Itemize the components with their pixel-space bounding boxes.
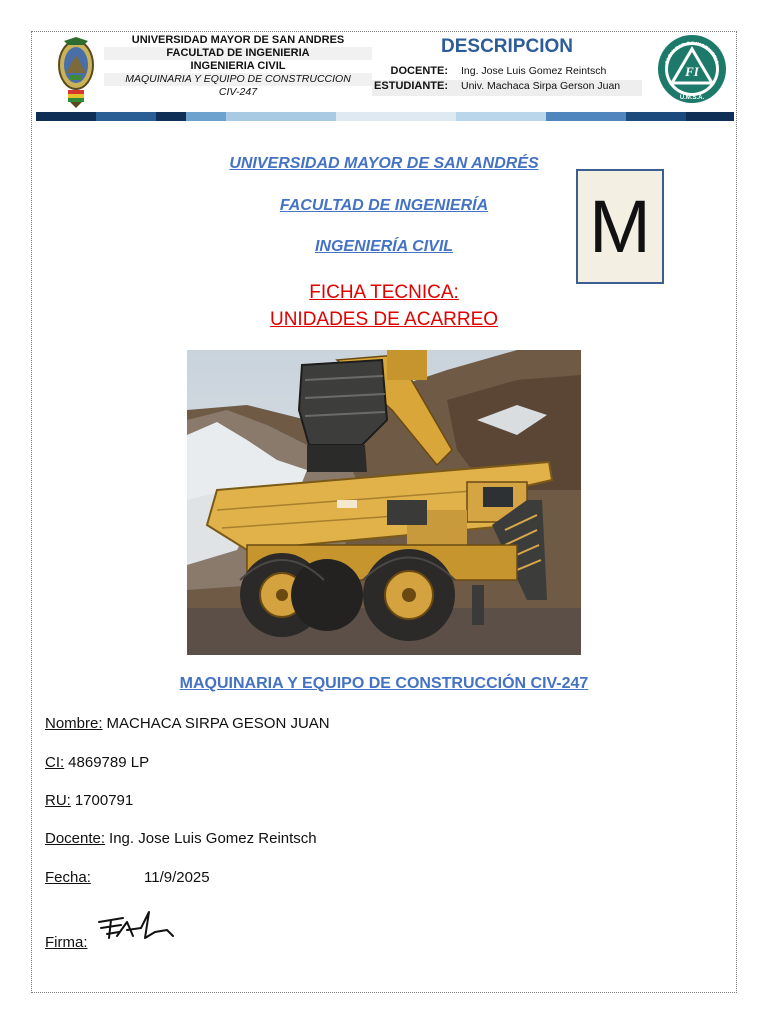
header-docente-row bbox=[372, 65, 642, 79]
header-estudiante-row bbox=[372, 80, 642, 96]
umsa-crest-icon bbox=[56, 35, 96, 109]
course-subject-link[interactable]: MAQUINARIA Y EQUIPO DE CONSTRUCCIÓN CIV-247 bbox=[179, 675, 589, 692]
cover-career: INGENIERÍA CIVIL bbox=[314, 238, 454, 255]
docente-value: Ing. Jose Luis Gomez Reintsch bbox=[109, 830, 317, 847]
seal-bottom-text: U.M.S.A. bbox=[679, 95, 705, 101]
header-estudiante-label: ESTUDIANTE: bbox=[374, 80, 448, 92]
field-fecha bbox=[45, 869, 91, 886]
ru-label: RU: bbox=[45, 792, 71, 809]
ci-label: CI: bbox=[45, 754, 65, 771]
header-career: INGENIERIA CIVIL bbox=[190, 60, 286, 72]
header-course-code: CIV-247 bbox=[218, 86, 258, 98]
mining-haul-truck-photo bbox=[187, 350, 581, 655]
field-ru bbox=[45, 792, 133, 809]
seal-core-text: FI bbox=[685, 64, 699, 79]
header-divider-stripe bbox=[36, 112, 734, 121]
handwritten-signature bbox=[97, 908, 179, 948]
field-nombre bbox=[45, 715, 330, 732]
seal-ring-text: FACULTAD DE INGENIERIA bbox=[664, 40, 720, 65]
field-firma bbox=[45, 934, 88, 951]
field-ci bbox=[45, 754, 149, 771]
cover-university: UNIVERSIDAD MAYOR DE SAN ANDRÉS bbox=[229, 155, 539, 172]
docente-label: Docente: bbox=[45, 830, 106, 847]
field-docente bbox=[45, 830, 317, 847]
cover-doc-type: FICHA TECNICA: bbox=[309, 282, 459, 303]
header-estudiante-value: Univ. Machaca Sirpa Gerson Juan bbox=[461, 80, 621, 92]
header-course: MAQUINARIA Y EQUIPO DE CONSTRUCCION bbox=[104, 73, 372, 86]
header-institution-block bbox=[104, 34, 372, 99]
fi-umsa-seal-icon bbox=[656, 33, 728, 105]
header-docente-value: Ing. Jose Luis Gomez Reintsch bbox=[461, 65, 607, 77]
course-badge bbox=[576, 169, 664, 284]
header-section-title: DESCRIPCION bbox=[441, 36, 573, 57]
nombre-label: Nombre: bbox=[45, 715, 103, 732]
fecha-label: Fecha: bbox=[45, 869, 91, 886]
nombre-value: MACHACA SIRPA GESON JUAN bbox=[106, 715, 330, 732]
cover-faculty: FACULTAD DE INGENIERÍA bbox=[279, 197, 489, 214]
header-university: UNIVERSIDAD MAYOR DE SAN ANDRES bbox=[131, 34, 345, 46]
ru-value: 1700791 bbox=[74, 792, 134, 809]
cover-doc-subject: UNIDADES DE ACARREO bbox=[269, 309, 499, 330]
course-badge-letter: M bbox=[589, 185, 651, 268]
ci-value: 4869789 LP bbox=[68, 754, 150, 771]
header-docente-label: DOCENTE: bbox=[390, 65, 448, 77]
fecha-value: 11/9/2025 bbox=[144, 869, 210, 886]
header-faculty: FACULTAD DE INGENIERIA bbox=[104, 47, 372, 60]
firma-label: Firma: bbox=[45, 934, 88, 951]
